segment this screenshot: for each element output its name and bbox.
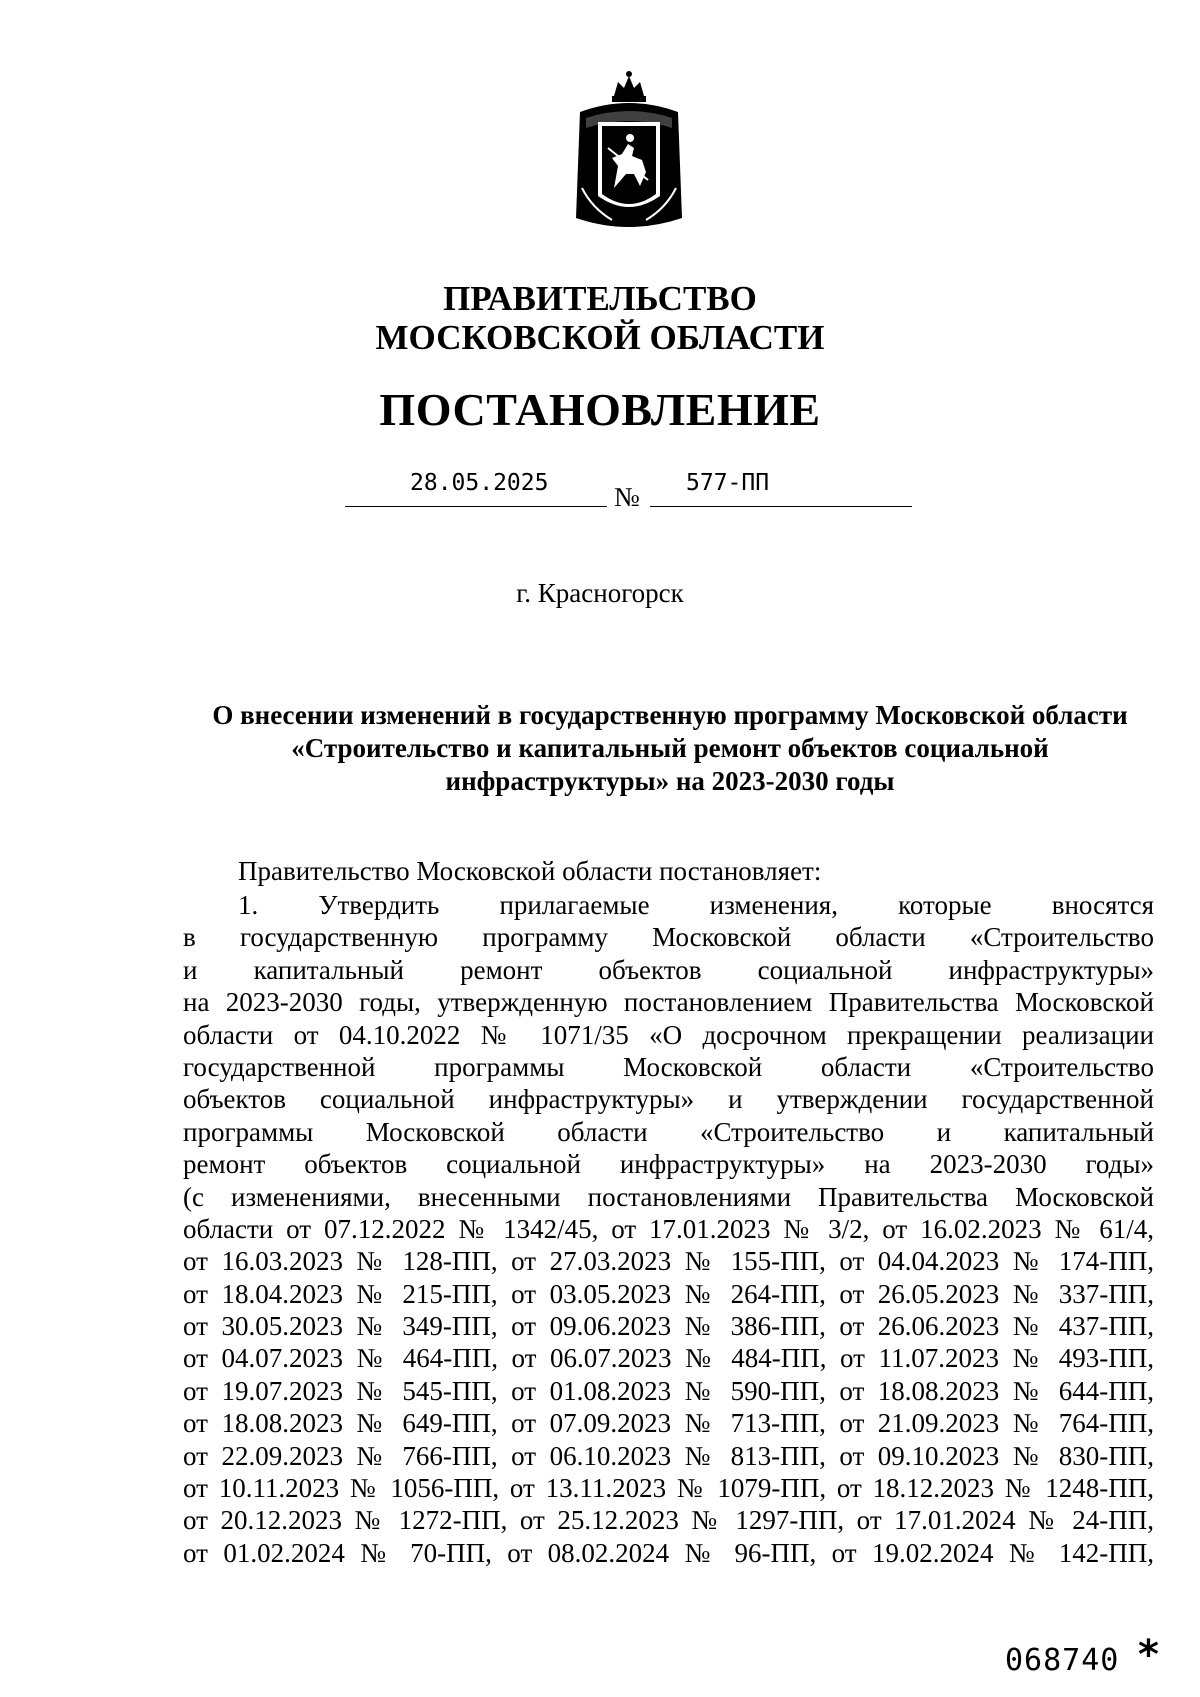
decree-date: 28.05.2025: [410, 470, 549, 496]
decree-subject: [170, 699, 1170, 798]
decree-body: [183, 889, 1154, 1569]
subject-line: инфраструктуры» на 2023-2030 годы: [445, 766, 895, 796]
body-line: от 10.11.2023 № 1056-ПП, от 13.11.2023 № 1079-ПП, от 18.12.2023 № 1248-ПП,: [183, 1473, 1154, 1504]
body-line: от 18.08.2023 № 649-ПП, от 07.09.2023 № 713-ПП, от 21.09.2023 № 764-ПП,: [183, 1408, 1154, 1439]
body-line: от 30.05.2023 № 349-ПП, от 09.06.2023 № 386-ПП, от 26.06.2023 № 437-ПП,: [183, 1311, 1154, 1342]
date-underline: [345, 506, 607, 507]
decree-number: 577-ПП: [686, 470, 770, 496]
body-line: от 18.04.2023 № 215-ПП, от 03.05.2023 № 264-ПП, от 26.05.2023 № 337-ПП,: [183, 1278, 1154, 1309]
body-line: от 01.02.2024 № 70-ПП, от 08.02.2024 № 96-ПП, от 19.02.2024 № 142-ПП,: [183, 1537, 1154, 1568]
body-line: объектов социальной инфраструктуры» и утверждении государственной: [183, 1084, 1154, 1115]
number-sign: №: [614, 482, 640, 512]
serial-number: 068740: [1005, 1643, 1120, 1678]
government-title-line2: МОСКОВСКОЙ ОБЛАСТИ: [375, 318, 825, 357]
body-line: программы Московской области «Строительство и капитальный: [183, 1116, 1154, 1147]
body-line: и капитальный ремонт объектов социальной инфраструктуры»: [183, 954, 1154, 985]
body-line: государственной программы Московской области «Строительство: [183, 1051, 1154, 1082]
body-line: 1. Утвердить прилагаемые изменения, которые вносятся: [238, 890, 1154, 920]
government-title-line1: ПРАВИТЕЛЬСТВО: [443, 279, 757, 318]
city-name: г. Красногорск: [516, 578, 684, 608]
body-line: в государственную программу Московской области «Строительство: [183, 922, 1154, 953]
document-type-title: ПОСТАНОВЛЕНИЕ: [379, 384, 821, 435]
body-line: области от 07.12.2022 № 1342/45, от 17.01.2023 № 3/2, от 16.02.2023 № 61/4,: [183, 1213, 1154, 1244]
subject-line: «Строительство и капитальный ремонт объектов социальной: [291, 733, 1049, 763]
preamble: Правительство Московской области постановляет:: [238, 856, 822, 886]
body-line: (с изменениями, внесенными постановлениями Правительства Московской: [183, 1181, 1154, 1212]
number-underline: [650, 506, 912, 507]
subject-line: О внесении изменений в государственную программу Московской области: [212, 700, 1128, 730]
body-line: от 04.07.2023 № 464-ПП, от 06.07.2023 № 484-ПП, от 11.07.2023 № 493-ПП,: [183, 1343, 1154, 1374]
body-line: от 20.12.2023 № 1272-ПП, от 25.12.2023 № 1297-ПП, от 17.01.2024 № 24-ПП,: [183, 1505, 1154, 1536]
body-line: на 2023-2030 годы, утвержденную постановлением Правительства Московской: [183, 987, 1154, 1018]
body-line: от 19.07.2023 № 545-ПП, от 01.08.2023 № 590-ПП, от 18.08.2023 № 644-ПП,: [183, 1375, 1154, 1406]
body-line: области от 04.10.2022 № 1071/35 «О досрочном прекращении реализации: [183, 1019, 1154, 1050]
body-line: от 22.09.2023 № 766-ПП, от 06.10.2023 № 813-ПП, от 09.10.2023 № 830-ПП,: [183, 1440, 1154, 1471]
asterisk-mark: *: [1138, 1632, 1159, 1678]
body-line: от 16.03.2023 № 128-ПП, от 27.03.2023 № 155-ПП, от 04.04.2023 № 174-ПП,: [183, 1246, 1154, 1277]
coat-of-arms-icon: [572, 68, 686, 236]
body-line: ремонт объектов социальной инфраструктуры» на 2023-2030 годы»: [183, 1149, 1154, 1180]
